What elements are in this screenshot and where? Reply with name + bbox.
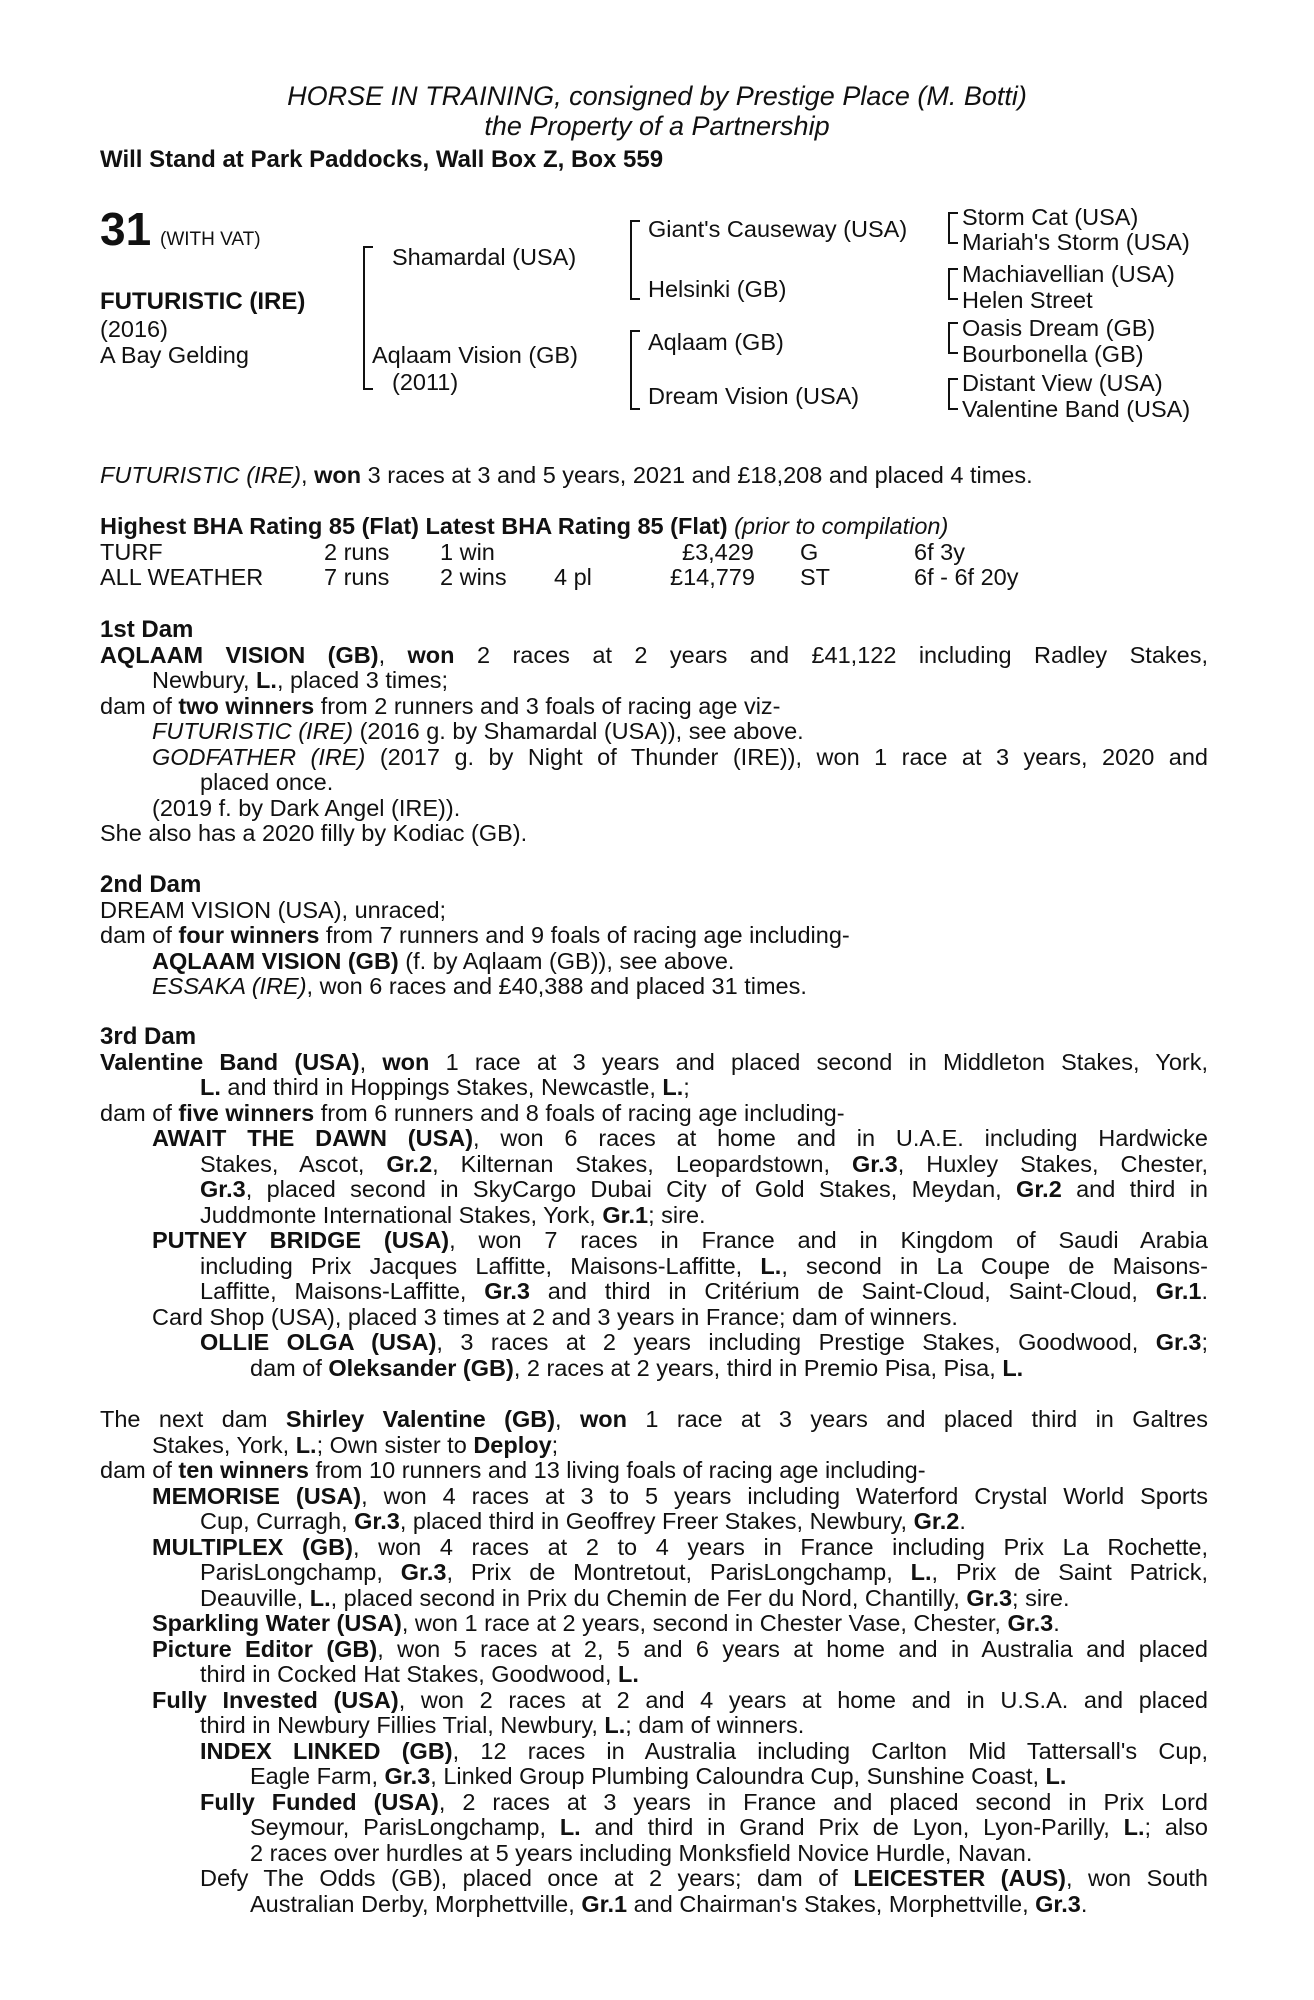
second-dam-section: 2nd Dam DREAM VISION (USA), unraced; dam of four winners from 7 runners and 9 foals of racing age including- AQLAAM VISION (GB) (f. by Aqlaam (GB)), see above. ESSAKA (IRE), won 6 races and £40,388 and placed 31 times. <box>100 872 1208 1000</box>
section-heading: 3rd Dam <box>100 1023 197 1050</box>
sire-dam-dam: Helen Street <box>962 287 1093 313</box>
sire-sire: Giant's Causeway (USA) <box>648 216 908 242</box>
pedigree-bracket <box>630 220 640 300</box>
dam-dam: Dream Vision (USA) <box>648 383 860 409</box>
dam-sire: Aqlaam (GB) <box>648 329 784 355</box>
sire-dam: Helsinki (GB) <box>648 276 787 302</box>
dam-sire-dam: Bourbonella (GB) <box>962 341 1144 367</box>
third-dam-section: 3rd Dam Valentine Band (USA), won 1 race at 3 years and placed second in Middleton Stakes, York, L. and third in Hoppings Stakes, Newcastle, L.; dam of five winners from 6 runners and 8 foals of racing age including- AWAIT THE DAWN (USA), won 6 races at home and in U.A.E. including Hardwicke Stakes, Ascot, Gr.2, Kilternan Stakes, Leopardstown, Gr.3, Huxley Stakes, Chester, Gr.3, placed second in SkyCargo Dubai City of Gold Stakes, Meydan, Gr.2 and third in Juddmonte International Stakes, York, Gr.1; sire. PUTNEY BRIDGE (USA), won 7 races in France and in Kingdom of Saudi Arabia including Prix Jacques Laffitte, Maisons-Laffitte, L., second in La Coupe de Maisons- Laffitte, Maisons-Laffitte, Gr.3 and third in Critérium de Saint-Cloud, Saint-Cloud, Gr.1. Card Shop (USA), placed 3 times at 2 and 3 years in France; dam of winners. OLLIE OLGA (USA), 3 races at 2 years including Prestige Stakes, Goodwood, Gr.3; dam of Oleksander (GB), 2 races at 2 years, third in Premio Pisa, Pisa, L. <box>100 1023 1209 1381</box>
catalogue-subtitle: the Property of a Partnership <box>484 111 830 141</box>
sire-dam-sire: Machiavellian (USA) <box>962 261 1175 287</box>
pedigree-bracket <box>948 268 958 300</box>
sire-sire-dam: Mariah's Storm (USA) <box>962 229 1190 255</box>
first-dam-section: 1st Dam AQLAAM VISION (GB), won 2 races at 2 years and £41,122 including Radley Stakes, Newbury, L., placed 3 times; dam of two winners from 2 runners and 3 foals of racing age viz- FUTURISTIC (IRE) (2016 g. by Shamardal (USA)), see above. GODFATHER (IRE) (2017 g. by Night of Thunder (IRE)), won 1 race at 3 years, 2020 and placed once. (2019 f. by Dark Angel (IRE)). She also has a 2020 filly by Kodiac (GB). <box>100 616 1208 846</box>
bha-rating: Highest BHA Rating 85 (Flat) Latest BHA Rating 85 (Flat) (prior to compilation) <box>100 513 949 539</box>
dam: Aqlaam Vision (GB) <box>372 342 578 368</box>
horse-name: FUTURISTIC (IRE) <box>100 288 306 315</box>
sire: Shamardal (USA) <box>392 244 577 270</box>
horse-description: A Bay Gelding <box>100 342 249 368</box>
horse-year: (2016) <box>100 316 168 342</box>
dam-dam-dam: Valentine Band (USA) <box>962 396 1191 422</box>
vat-note: (WITH VAT) <box>160 229 261 250</box>
dam-sire-sire: Oasis Dream (GB) <box>962 315 1156 341</box>
dam-year: (2011) <box>392 369 459 395</box>
pedigree-bracket <box>630 330 640 410</box>
dam-dam-sire: Distant View (USA) <box>962 370 1163 396</box>
stand-location: Will Stand at Park Paddocks, Wall Box Z, Box 559 <box>100 146 664 173</box>
section-heading: 2nd Dam <box>100 871 202 898</box>
sire-sire-sire: Storm Cat (USA) <box>962 204 1139 230</box>
pedigree-bracket <box>948 212 958 244</box>
race-summary: FUTURISTIC (IRE), won 3 races at 3 and 5 years, 2021 and £18,208 and placed 4 times. <box>100 462 1033 488</box>
lot-number: 31 <box>100 203 152 255</box>
pedigree-bracket <box>948 378 958 410</box>
catalogue-title: HORSE IN TRAINING, consigned by Prestige Place (M. Botti) <box>287 81 1027 111</box>
pedigree-bracket <box>948 322 958 354</box>
next-dam-section: The next dam Shirley Valentine (GB), won 1 race at 3 years and placed third in Galtres Stakes, York, L.; Own sister to Deploy; dam of ten winners from 10 runners and 13 living foals of racing age including- MEMORISE (USA), won 4 races at 3 to 5 years including Waterford Crystal World Sports Cup, Curragh, Gr.3, placed third in Geoffrey Freer Stakes, Newbury, Gr.2. MULTIPLEX (GB), won 4 races at 2 to 4 years in France including Prix La Rochette, ParisLongchamp, Gr.3, Prix de Montretout, ParisLongchamp, L., Prix de Saint Patrick, Deauville, L., placed second in Prix du Chemin de Fer du Nord, Chantilly, Gr.3; sire. Sparkling Water (USA), won 1 race at 2 years, second in Chester Vase, Chester, Gr.3. Picture Editor (GB), won 5 races at 2, 5 and 6 years at home and in Australia and placed third in Cocked Hat Stakes, Goodwood, L. Fully Invested (USA), won 2 races at 2 and 4 years at home and in U.S.A. and placed third in Newbury Fillies Trial, Newbury, L.; dam of winners. INDEX LINKED (GB), 12 races in Australia including Carlton Mid Tattersall's Cup, Eagle Farm, Gr.3, Linked Group Plumbing Caloundra Cup, Sunshine Coast, L. Fully Funded (USA), 2 races at 3 years in France and placed second in Prix Lord Seymour, ParisLongchamp, L. and third in Grand Prix de Lyon, Lyon-Parilly, L.; also 2 races over hurdles at 5 years including Monksfield Novice Hurdle, Navan. Defy The Odds (GB), placed once at 2 years; dam of LEICESTER (AUS), won South Australian Derby, Morphettville, Gr.1 and Chairman's Stakes, Morphettville, Gr.3. <box>100 1406 1209 1917</box>
section-heading: 1st Dam <box>100 616 194 643</box>
